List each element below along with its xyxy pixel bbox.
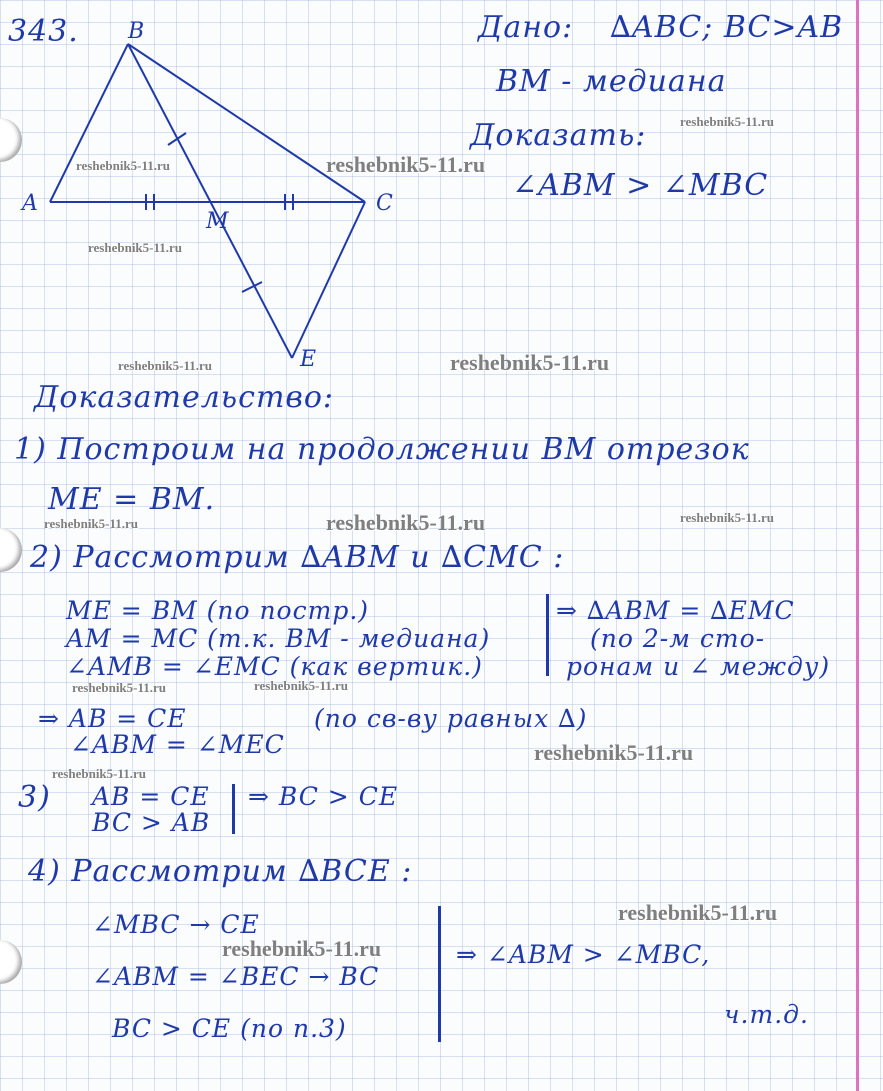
watermark: reshebnik5-11.ru xyxy=(88,240,183,255)
step2-line1: ME = BM (по постр.) xyxy=(66,596,370,625)
proof-title: Доказательство: xyxy=(34,380,335,415)
step3-number: 3) xyxy=(18,780,51,815)
step2-conclusion-reason: (по св-ву равных ∆) xyxy=(314,704,588,733)
step3-line2: BC > AB xyxy=(92,808,211,837)
prove-title: Доказать: xyxy=(470,118,647,153)
step2-result2: (по 2-м сто- xyxy=(590,624,766,653)
watermark: reshebnik5-11.ru xyxy=(44,516,139,531)
segment-ce xyxy=(292,202,365,358)
step4-line2: ∠ABM = ∠BEC → BC xyxy=(92,962,380,991)
side-ab xyxy=(50,44,128,202)
label-b: B xyxy=(128,19,145,44)
step2-line3: ∠AMB = ∠EMC (как вертик.) xyxy=(66,652,483,681)
given-median: BM - медиана xyxy=(496,64,727,99)
step2-title: 2) Рассмотрим ∆ABM и ∆CMC : xyxy=(30,540,565,575)
watermark: reshebnik5-11.ru xyxy=(254,678,349,693)
watermark: reshebnik5-11.ru xyxy=(450,350,610,375)
watermark: reshebnik5-11.ru xyxy=(534,740,694,765)
step3-line1: AB = CE xyxy=(92,782,210,811)
step2-line2: AM = MC (т.к. BM - медиана) xyxy=(66,624,491,653)
bracket xyxy=(232,784,235,834)
bracket xyxy=(438,906,441,1042)
given-condition: ∆ABC; BC>AB xyxy=(610,10,844,45)
watermark: reshebnik5-11.ru xyxy=(72,680,167,695)
given-title: Дано: xyxy=(478,10,574,45)
tick-bm xyxy=(168,133,186,145)
step1-line2: ME = BM. xyxy=(48,482,216,517)
watermark: reshebnik5-11.ru xyxy=(76,158,171,173)
step2-result1: ⇒ ∆ABM = ∆EMC xyxy=(556,596,795,625)
label-a: A xyxy=(22,191,38,216)
step4-line3: BC > CE (по п.3) xyxy=(112,1014,347,1043)
watermark: reshebnik5-11.ru xyxy=(680,510,775,525)
problem-number: 343. xyxy=(8,14,79,49)
watermark: reshebnik5-11.ru xyxy=(618,900,778,925)
qed: ч.т.д. xyxy=(724,1000,809,1029)
watermark: reshebnik5-11.ru xyxy=(52,766,147,781)
prove-statement: ∠ABM > ∠MBC xyxy=(512,168,769,203)
label-e: E xyxy=(300,347,317,372)
bracket xyxy=(546,594,549,676)
watermark: reshebnik5-11.ru xyxy=(680,114,775,129)
step4-result: ⇒ ∠ABM > ∠MBC, xyxy=(456,940,711,969)
step1-line1: 1) Построим на продолжении BM отрезок xyxy=(14,432,750,467)
label-m: M xyxy=(206,209,229,234)
step3-result: ⇒ BC > CE xyxy=(248,782,399,811)
step2-result3: ронам и ∠ между) xyxy=(566,652,831,681)
step4-title: 4) Рассмотрим ∆BCE : xyxy=(28,854,413,889)
step4-line1: ∠MBC → CE xyxy=(92,910,260,939)
watermark: reshebnik5-11.ru xyxy=(326,510,486,535)
watermark: reshebnik5-11.ru xyxy=(326,152,486,177)
step2-conclusion1: ⇒ AB = CE xyxy=(38,704,187,733)
side-bc xyxy=(128,44,365,202)
label-c: C xyxy=(376,191,393,216)
watermark: reshebnik5-11.ru xyxy=(222,936,382,961)
watermark: reshebnik5-11.ru xyxy=(118,358,213,373)
step2-conclusion2: ∠ABM = ∠MEC xyxy=(70,730,285,759)
